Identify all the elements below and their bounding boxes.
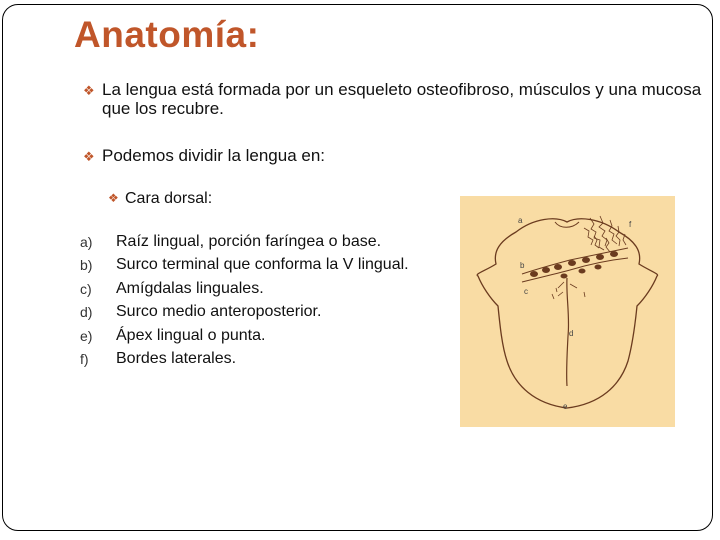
sub-bullet-dorsal — [108, 190, 213, 208]
bullet-text: La lengua está formada por un esqueleto osteofibroso, músculos y una mucosa que los recubre. — [102, 80, 702, 118]
list-letter: a) — [80, 234, 93, 250]
bullet-marker-icon: ❖ — [83, 149, 95, 164]
tongue-outline — [477, 219, 657, 408]
bullet-marker-icon: ❖ — [108, 191, 119, 205]
tongue-diagram — [460, 196, 675, 427]
list-text: Amígdalas linguales. — [116, 279, 264, 297]
bullet-text: Podemos dividir la lengua en: — [102, 146, 326, 165]
list-text: Surco terminal que conforma la V lingual. — [116, 256, 409, 274]
list-text: Surco medio anteroposterior. — [116, 303, 322, 321]
circumvallate-papillae — [530, 251, 618, 279]
list-text: Ápex lingual o punta. — [116, 326, 266, 344]
list-text: Bordes laterales. — [116, 349, 237, 367]
fig-label-a: a — [518, 216, 523, 225]
tongue-illustration — [460, 196, 675, 427]
list-letter: b) — [80, 257, 93, 274]
slide-title: Anatomía: — [74, 14, 260, 55]
list-text: Raíz lingual, porción faríngea o base. — [116, 233, 382, 250]
root-notch — [555, 222, 579, 227]
bullet-marker-icon: ❖ — [83, 83, 95, 98]
lingual-tonsil-texture — [584, 216, 626, 252]
fig-label-e: e — [563, 402, 568, 411]
sub-bullet-text: Cara dorsal: — [125, 190, 213, 207]
list-letter: f) — [80, 350, 89, 367]
bullet-composition — [83, 80, 702, 118]
fig-label-d: d — [569, 329, 574, 338]
list-letter: e) — [80, 327, 93, 344]
list-letter: d) — [80, 304, 93, 321]
list-letter: c) — [80, 280, 92, 297]
fig-label-f: f — [629, 220, 632, 229]
bullet-division — [83, 146, 702, 165]
surface-marks — [552, 288, 585, 299]
fig-label-b: b — [520, 261, 525, 270]
fig-label-c: c — [524, 287, 528, 296]
